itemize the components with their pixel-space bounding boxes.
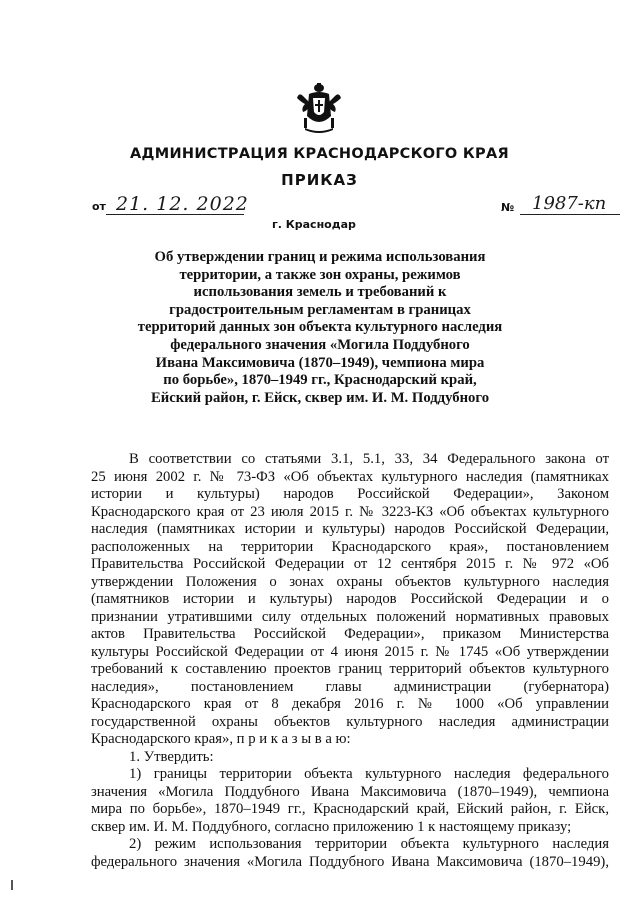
body-line: истории и культуры) народов Российской Федерации», Законом (91, 486, 609, 502)
title-line: Ейский район, г. Ейск, сквер им. И. М. Поддубного (150, 389, 490, 406)
body-line: 1. Утвердить: (129, 748, 214, 765)
document-body (91, 451, 609, 871)
document-type: ПРИКАЗ (281, 171, 358, 189)
body-line: значения «Могила Поддубного Ивана Максимовича (1870–1949), чемпиона (91, 783, 609, 800)
body-line: Краснодарского края от 8 декабря 2016 г. № 1000 «Об управлении (91, 696, 609, 712)
body-line: Краснодарского края», п р и к а з ы в а ю: (91, 731, 351, 747)
body-line: Правительства Российской Федерации от 12 сентября 2015 г. № 972 «Об (91, 556, 609, 572)
body-line: актов Правительства Российской Федерации», приказом Министерства (91, 626, 609, 642)
body-line: (памятников истории и культуры) народов Российской Федерации и о (91, 591, 609, 607)
body-line: требований к составлению проектов границ территорий объектов культурного (91, 661, 609, 677)
organization-name: АДМИНИСТРАЦИЯ КРАСНОДАРСКОГО КРАЯ (130, 146, 509, 162)
body-line: 1) границы территории объекта культурного наследия федерального (129, 766, 609, 782)
body-line: государственной охраны объектов культурного наследия администрации (91, 713, 609, 730)
margin-mark (11, 880, 13, 890)
title-line: федерального значения «Могила Поддубного (170, 336, 470, 353)
body-line: культуры Российской Федерации от 4 июня 2015 г. № 1745 «Об утверждении (91, 643, 609, 660)
number-underline (520, 214, 620, 215)
title-line: территории, а также зон охраны, режимов (179, 266, 461, 283)
body-line: утверждении Положения о зонах охраны объектов культурного наследия (91, 573, 609, 590)
body-line: федерального значения «Могила Поддубного Ивана Максимовича (1870–1949), (91, 853, 609, 870)
body-line: расположенных на территории Краснодарского края», постановлением (91, 538, 609, 555)
date-prefix: от (92, 200, 106, 213)
body-line: признании утратившими силу отдельных положений нормативных правовых (91, 608, 609, 625)
body-line: 25 июня 2002 г. № 73-ФЗ «Об объектах культурного наследия (памятниках (91, 468, 609, 485)
city-label: г. Краснодар (272, 218, 356, 231)
body-line: 2) режим использования территории объекта культурного наследия (129, 836, 609, 852)
number-prefix: № (501, 201, 515, 214)
title-line: Об утверждении границ и режима использования (154, 249, 486, 265)
title-line: территорий данных зон объекта культурного наследия (137, 319, 503, 336)
title-line: Ивана Максимовича (1870–1949), чемпиона мира (155, 354, 485, 371)
title-line: использования земель и требований к (193, 284, 447, 301)
document-title (110, 249, 530, 407)
body-line: мира по борьбе», 1870–1949 гг., Краснодарский край, Ейский район, г. Ейск, (91, 801, 609, 817)
body-line: В соответствии со статьями 3.1, 5.1, 33, 34 Федерального закона от (129, 451, 609, 467)
body-line: наследия (памятниках истории и культуры) народов Российской Федерации, (91, 521, 609, 537)
body-line: наследия», постановлением главы администрации (губернатора) (91, 678, 609, 695)
coat-of-arms-emblem (295, 82, 343, 134)
handwritten-number: 1987-кп (532, 193, 607, 214)
handwritten-date: 21. 12. 2022 (116, 193, 249, 215)
body-line: сквер им. И. М. Поддубного, согласно приложению 1 к настоящему приказу; (91, 818, 572, 835)
title-line: по борьбе», 1870–1949 гг., Краснодарский край, (163, 372, 477, 389)
body-line: Краснодарского края от 23 июля 2015 г. № 3223-КЗ «Об объектах культурного (91, 503, 609, 520)
title-line: градостроительным регламентам в границах (169, 301, 471, 318)
